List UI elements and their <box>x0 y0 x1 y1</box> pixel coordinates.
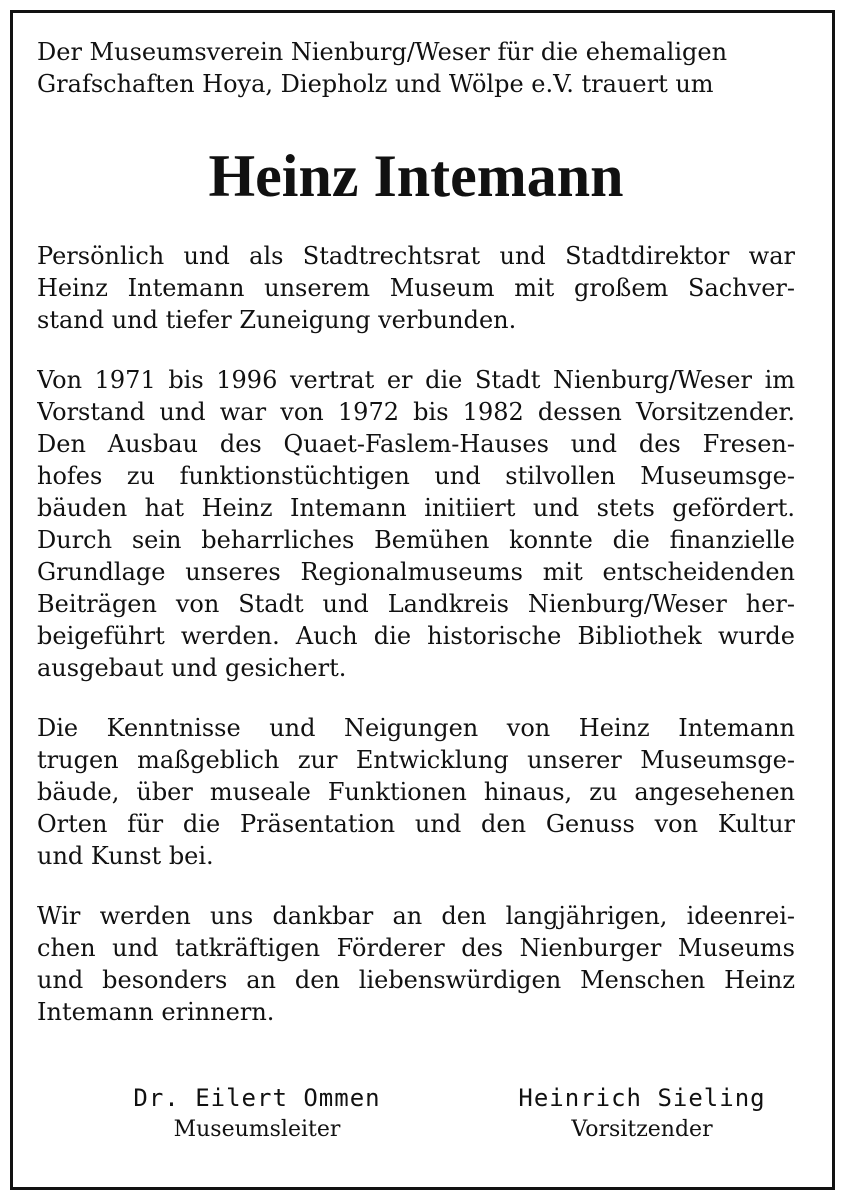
paragraph-line: Beiträgen von Stadt und Landkreis Nienburg/Weser her- <box>37 590 795 618</box>
body-paragraph <box>37 900 795 1028</box>
paragraph-line: Intemann erinnern. <box>37 998 275 1026</box>
paragraph-line: stand und tiefer Zuneigung verbunden. <box>37 306 517 334</box>
paragraph-line: Wir werden uns dankbar an den langjährigen, ideenrei- <box>37 902 795 930</box>
paragraph-line: Orten für die Präsentation und den Genuss von Kultur <box>37 810 795 838</box>
body-paragraphs <box>37 240 795 1028</box>
paragraph-line: Vorstand und war von 1972 bis 1982 dessen Vorsitzender. <box>37 398 795 426</box>
paragraph-line: Heinz Intemann unserem Museum mit großem Sachver- <box>37 274 795 302</box>
signature-role: Vorsitzender <box>571 1117 713 1142</box>
paragraph-line: trugen maßgeblich zur Entwicklung unserer Museumsge- <box>37 746 795 774</box>
paragraph-line: chen und tatkräftigen Förderer des Nienburger Museums <box>37 934 795 962</box>
intro-line: Grafschaften Hoya, Diepholz und Wölpe e.V. trauert um <box>37 70 714 98</box>
paragraph-line: hofes zu funktionstüchtigen und stilvollen Museumsge- <box>37 462 795 490</box>
signatures <box>37 1082 795 1152</box>
signature-name: Heinrich Sieling <box>518 1084 766 1112</box>
body-paragraph <box>37 712 795 872</box>
notice-content <box>37 36 795 1028</box>
body-paragraph <box>37 364 795 684</box>
body-paragraph <box>37 240 795 336</box>
signature-left <box>77 1082 437 1146</box>
paragraph-line: Persönlich und als Stadtrechtsrat und Stadtdirektor war <box>37 242 795 270</box>
paragraph-line: bäuden hat Heinz Intemann initiiert und stets gefördert. <box>37 494 795 522</box>
signature-right <box>457 1082 827 1146</box>
intro-line: Der Museumsverein Nienburg/Weser für die ehemaligen <box>37 38 728 66</box>
paragraph-line: Die Kenntnisse und Neigungen von Heinz Intemann <box>37 714 795 742</box>
paragraph-line: Den Ausbau des Quaet-Faslem-Hauses und des Fresen- <box>37 430 795 458</box>
paragraph-line: Durch sein beharrliches Bemühen konnte die finanzielle <box>37 526 795 554</box>
paragraph-line: ausgebaut und gesichert. <box>37 654 347 682</box>
paragraph-line: beigeführt werden. Auch die historische Bibliothek wurde <box>37 622 795 650</box>
deceased-name: Heinz Intemann <box>208 143 624 209</box>
signature-role: Museumsleiter <box>173 1117 341 1142</box>
paragraph-line: bäude, über museale Funktionen hinaus, zu angesehenen <box>37 778 795 806</box>
intro-text <box>37 36 795 100</box>
signature-name: Dr. Eilert Ommen <box>133 1084 381 1112</box>
paragraph-line: Grundlage unseres Regionalmuseums mit entscheidenden <box>37 558 795 586</box>
paragraph-line: und besonders an den liebenswürdigen Menschen Heinz <box>37 966 795 994</box>
paragraph-line: Von 1971 bis 1996 vertrat er die Stadt Nienburg/Weser im <box>37 366 795 394</box>
paragraph-line: und Kunst bei. <box>37 842 214 870</box>
